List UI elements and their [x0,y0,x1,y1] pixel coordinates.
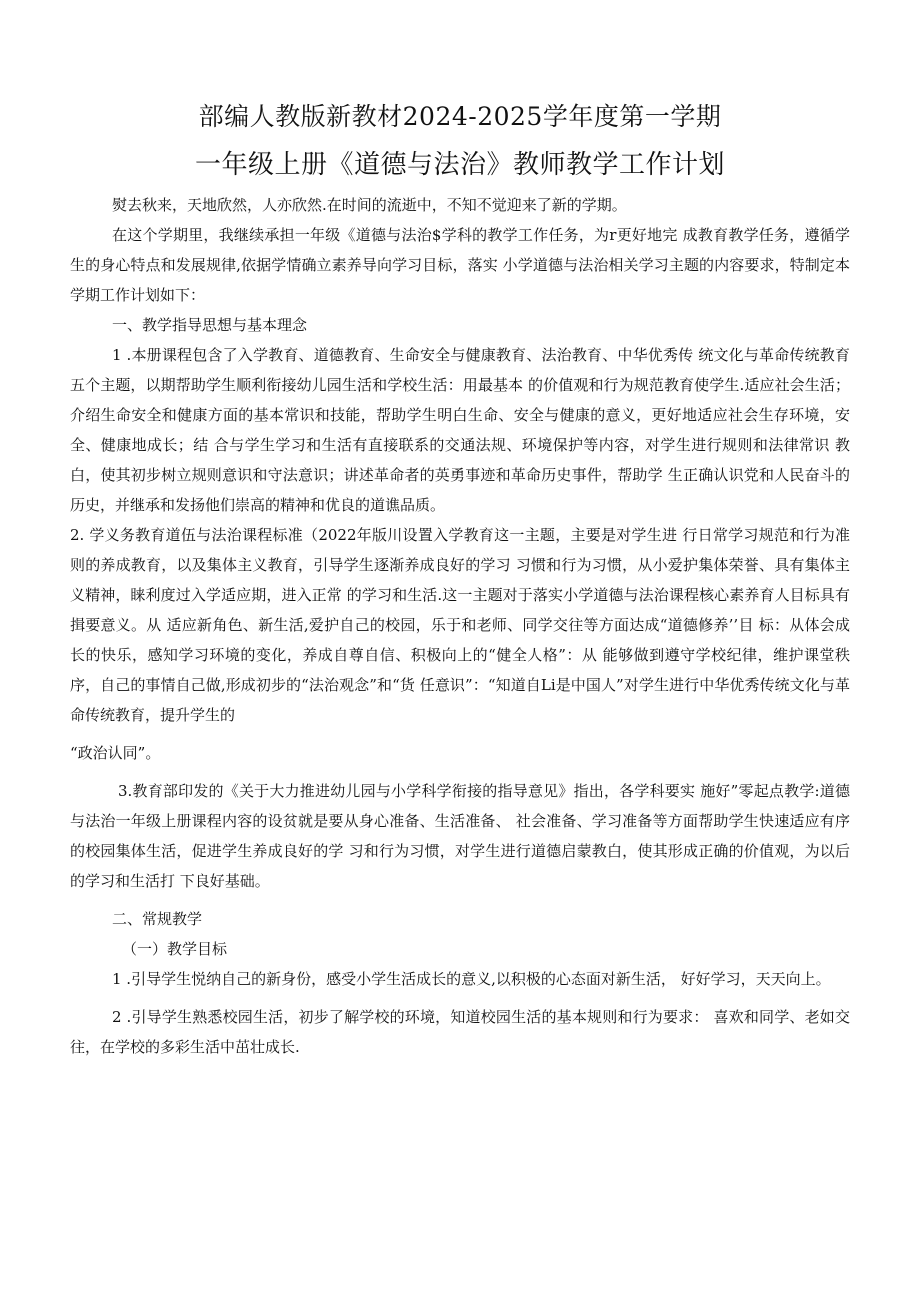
section-heading-1: 一、教学指导思想与基本理念 [112,316,308,334]
subsection-heading-1: （一）教学目标 [122,940,228,958]
goal-paragraph-2: 2 .引导学生熟悉校园生活，初步了解学校的环境，知道校园生活的基本规则和行为要求： 喜欢和同学、老如交往，在学校的多彩生活中茁壮成长. [70,1008,850,1056]
item-paragraph-2-end: “政治认同”。 [70,744,161,762]
item-paragraph-1: 1 .本册课程包含了入学教育、道德教育、生命安全与健康教育、法治教育、中华优秀传 统文化与革命传统教育五个主题，以期帮助学生顺利衔接幼儿园生活和学校生活：用最基本 的价值观和行为规范教育使学生.适应社会生活；介绍生命安全和健康方面的基本常识和技能，帮助学生明白生命、安全与健康的意义，更好地适应社会生存环境，安全、健康地成长；结 合与学生学习和生活有直接联系的交通法规、环境保护等内容，对学生进行规则和法律常识 教白，使其初步树立规则意识和守法意识；讲述革命者的英勇事迹和革命历史事件，帮助学 生正确认识党和人民奋斗的历史，并继承和发扬他们崇高的精神和优良的道谯品质。 [70,346,850,514]
document-title-line1: 部编人教版新教材2024-2025学年度第一学期 [198,102,722,131]
item-paragraph-3: 3.教育部印发的《关于大力推进幼儿园与小学科学衔接的指导意见》指出，各学科要实 施好”零起点教学:道德与法治一年级上册课程内容的设贫就是要从身心准备、生活准备、 社会准备、学习准备等方面帮助学生快速适应有序的校园集体生活，促进学生养成良好的学 习和行为习惯，对学生进行道德启蒙教白，使其形成正确的价值观，为以后的学习和生活打 下良好基础。 [70,782,850,890]
goal-paragraph-1: 1 .引导学生悦纳自己的新身份，感受小学生活成长的意义,以积极的心态面对新生活， 好好学习，天天向上。 [112,970,831,988]
intro-paragraph-1: 熨去秋来，天地欣然，人亦欣然.在时间的流逝中，不知不觉迎来了新的学期。 [112,196,627,214]
intro-paragraph-2: 在这个学期里，我继续承担一年级《道德与法治$学科的教学工作任务，为r更好地完 成教育教学任务，遵循学生的身心特点和发展规律,依据学情确立素养导向学习目标，落实 小学道德与法治相关学习主题的内容要求，特制定本学期工作计划如下： [70,226,850,304]
document-body [70,190,850,1062]
document-title-line2: 一年级上册《道德与法治》教师教学工作计划 [194,150,725,180]
item-paragraph-2: 2. 学义务教育道伍与法治课程标准（2022年版川设置入学教育这一主题，主要是对学生进 行日常学习规范和行为准则的养成教育，以及集体主义教育，引导学生逐渐养成良好的学习 习惯和行为习惯，从小爱护集体荣誉、具有集体主义精神，睐利度过入学适应期，进入正常 的学习和生活.这一主题对于落实小学道德与法治课程核心素养育人目标具有揖要意义。从 适应新角色、新生活,爱护自己的校园，乐于和老师、同学交往等方面达成“道德修养’’目 标：从体会成长的快乐，感知学习环境的变化，养成自尊自信、积极向上的“健全人格”：从 能够做到遵守学校纪律，维护课堂秩序，自己的事情自己做,形成初步的“法治观念”和“货 任意识”：“知道自Li是中国人”对学生进行中华优秀传统文化与革命传统教育，提升学生的 [70,526,850,724]
section-heading-2: 二、常规教学 [112,910,203,928]
